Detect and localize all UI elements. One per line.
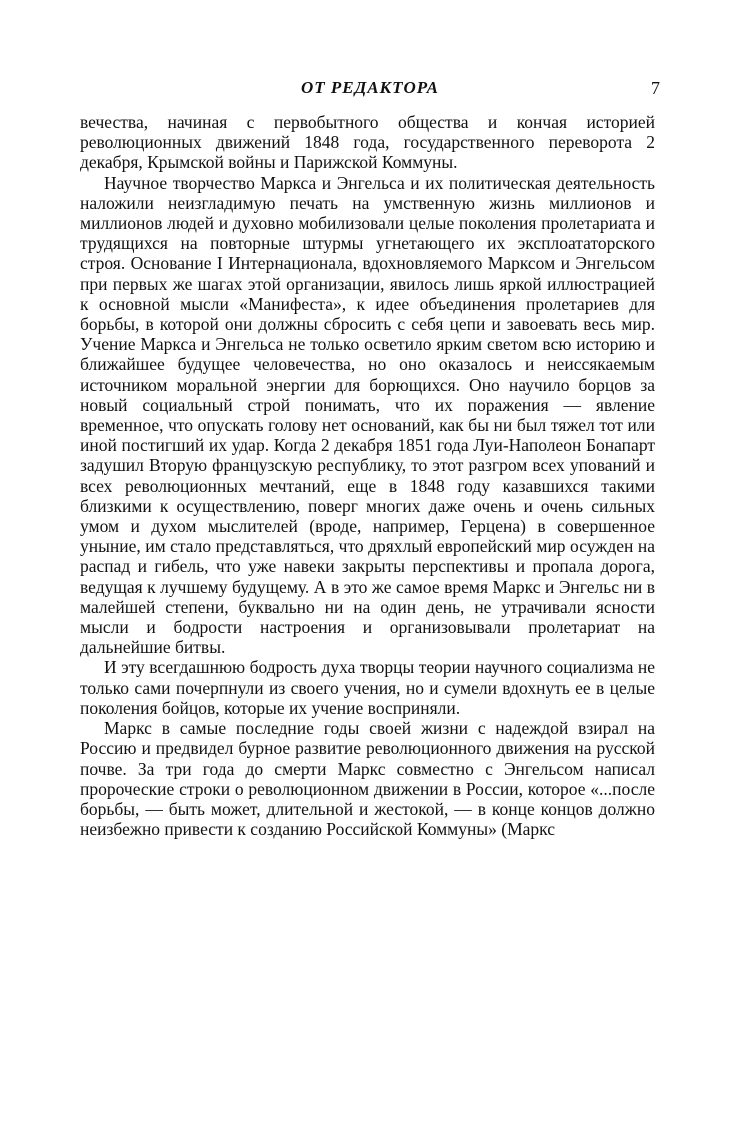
paragraph: Маркс в самые последние годы своей жизни с надеждой взирал на Россию и предвидел бурное развитие революционного движения на русской почве. За три года до смерти Маркс совместно с Энгельсом написал пророческие строки о революционном движении в России, которое «...после борьбы, — быть может, длительной и жестокой, — в конце концов должно неизбежно привести к созданию Российской Коммуны» (Маркс <box>80 718 655 840</box>
paragraph: Научное творчество Маркса и Энгельса и их политическая деятельность наложили неизгладимую печать на умственную жизнь миллионов и миллионов людей и духовно мобилизовали целые поколения пролетариата и трудящихся на повторные штурмы угнетающего их эксплоататорского строя. Основание I Интернационала, вдохновляемого Марксом и Энгельсом при первых же шагах этой организации, явилось лишь яркой иллюстрацией к основной мысли «Манифеста», к идее объединения пролетариев для борьбы, в которой они должны сбросить с себя цепи и завоевать весь мир. Учение Маркса и Энгельса не только осветило ярким светом всю историю и ближайшее будущее человечества, но оно оказалось и неиссякаемым источником моральной энергии для борющихся. Оно научило борцов за новый социальный строй понимать, что их поражения — явление временное, что опускать голову нет оснований, как бы ни был тяжел тот или иной постигший их удар. Когда 2 декабря 1851 года Луи-Наполеон Бонапарт задушил Вторую французскую республику, то этот разгром всех упований и всех революционных мечтаний, еще в 1848 году казавшихся такими близкими к осуществлению, поверг многих даже очень и очень сильных умом и духом мыслителей (вроде, например, Герцена) в совершенное уныние, им стало представляться, что дряхлый европейский мир осужден на распад и гибель, что уже навеки закрыты перспективы и пропала дорога, ведущая к лучшему будущему. А в это же самое время Маркс и Энгельс ни в малейшей степени, буквально ни на один день, не утрачивали ясности мысли и бодрости настроения и организовывали пролетариат на дальнейшие битвы. <box>80 172 655 658</box>
page-header <box>80 78 660 102</box>
paragraph-continuation: вечества, начиная с первобытного общества и кончая историей революционных движений 1848 года, государственного переворота 2 декабря, Крымской войны и Парижской Коммуны. <box>80 112 655 173</box>
paragraph: И эту всегдашнюю бодрость духа творцы теории научного социализма не только сами почерпнули из своего учения, но и сумели вдохнуть ее в целые поколения бойцов, которые их учение восприняли. <box>80 657 655 718</box>
body-text <box>80 112 655 839</box>
running-head: ОТ РЕДАКТОРА <box>300 78 439 97</box>
page-number: 7 <box>651 78 660 98</box>
